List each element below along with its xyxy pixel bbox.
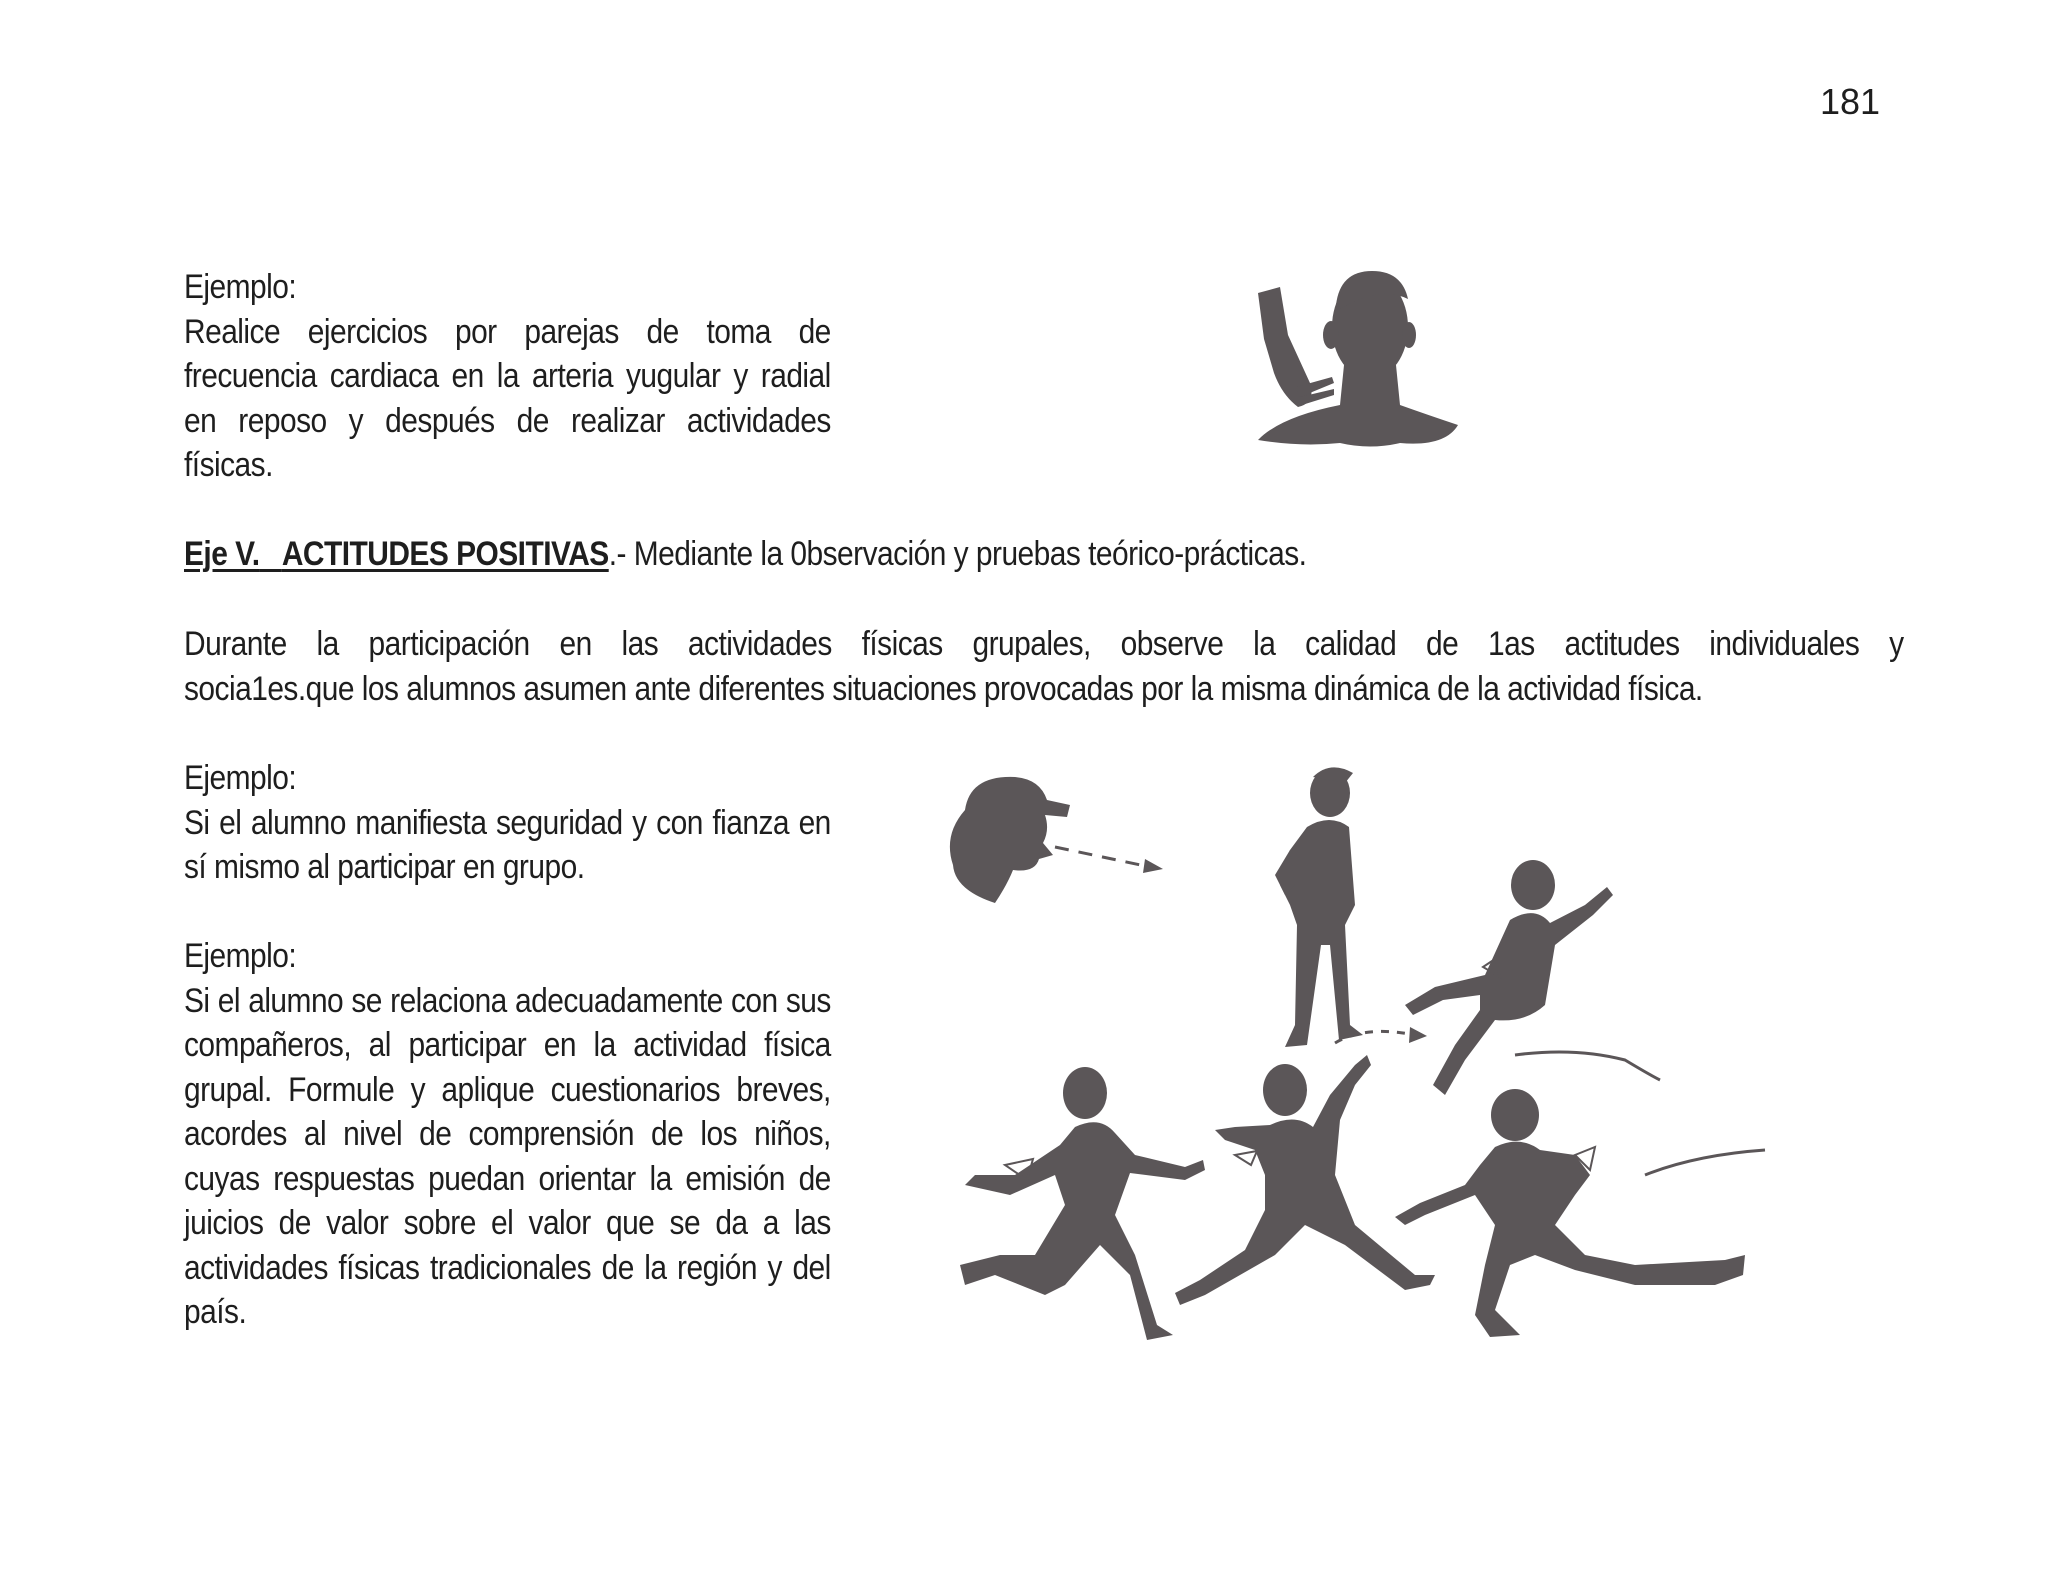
example-label: Ejemplo: [184, 759, 297, 797]
group-activity-illustration [935, 755, 1775, 1350]
axis-heading [184, 535, 609, 573]
example-block-pulse [184, 265, 831, 488]
axis-paragraph-line-2: socia1es.que los alumnos asumen ante diferentes situaciones provocadas por la misma dinámica de la actividad física. [184, 669, 1703, 708]
example-block-confidence [184, 756, 831, 890]
axis-paragraph-line-1: Durante la participación en las actividades físicas grupales, observe la calidad de 1as actitudes individuales y [184, 625, 1904, 663]
example-text: Realice ejercicios por parejas de toma de frecuencia cardiaca en la arteria yugular y radial en reposo y después de realizar actividades físicas. [184, 312, 831, 484]
runner-bottom-left-silhouette [960, 1067, 1205, 1340]
example-text: Si el alumno manifiesta seguridad y con fianza en sí mismo al participar en grupo. [184, 803, 831, 886]
observer-head-silhouette [950, 777, 1070, 903]
runner-bottom-middle-silhouette [1175, 1055, 1435, 1305]
example-label: Ejemplo: [184, 937, 297, 975]
axis-number: Eje V. [184, 535, 260, 573]
axis-paragraph [184, 622, 1904, 711]
pulse-check-illustration [1240, 265, 1465, 465]
example-block-relations [184, 934, 831, 1335]
standing-figure-silhouette [1275, 767, 1363, 1047]
example-text: Si el alumno se relaciona adecuadamente con sus compañeros, al participar en la actividad física grupal. Formule y aplique cuestionarios breves, acordes al nivel de comprensión de los niños, cuyas respuestas puedan orientar la emisión de juicios de valor sobre el valor que se da a las actividades físicas tradicionales de la región y del país. [184, 981, 831, 1331]
axis-heading-line [184, 532, 1627, 577]
axis-heading-rest: .- Mediante la 0bservación y pruebas teórico-prácticas. [608, 535, 1307, 573]
page-number: 181 [1820, 81, 1881, 122]
runner-bottom-right-silhouette [1395, 1089, 1745, 1337]
axis-title: ACTITUDES POSITIVAS [281, 535, 609, 573]
hand-silhouette [1258, 287, 1334, 407]
example-label: Ejemplo: [184, 268, 297, 306]
runner-top-right-silhouette [1405, 860, 1613, 1095]
